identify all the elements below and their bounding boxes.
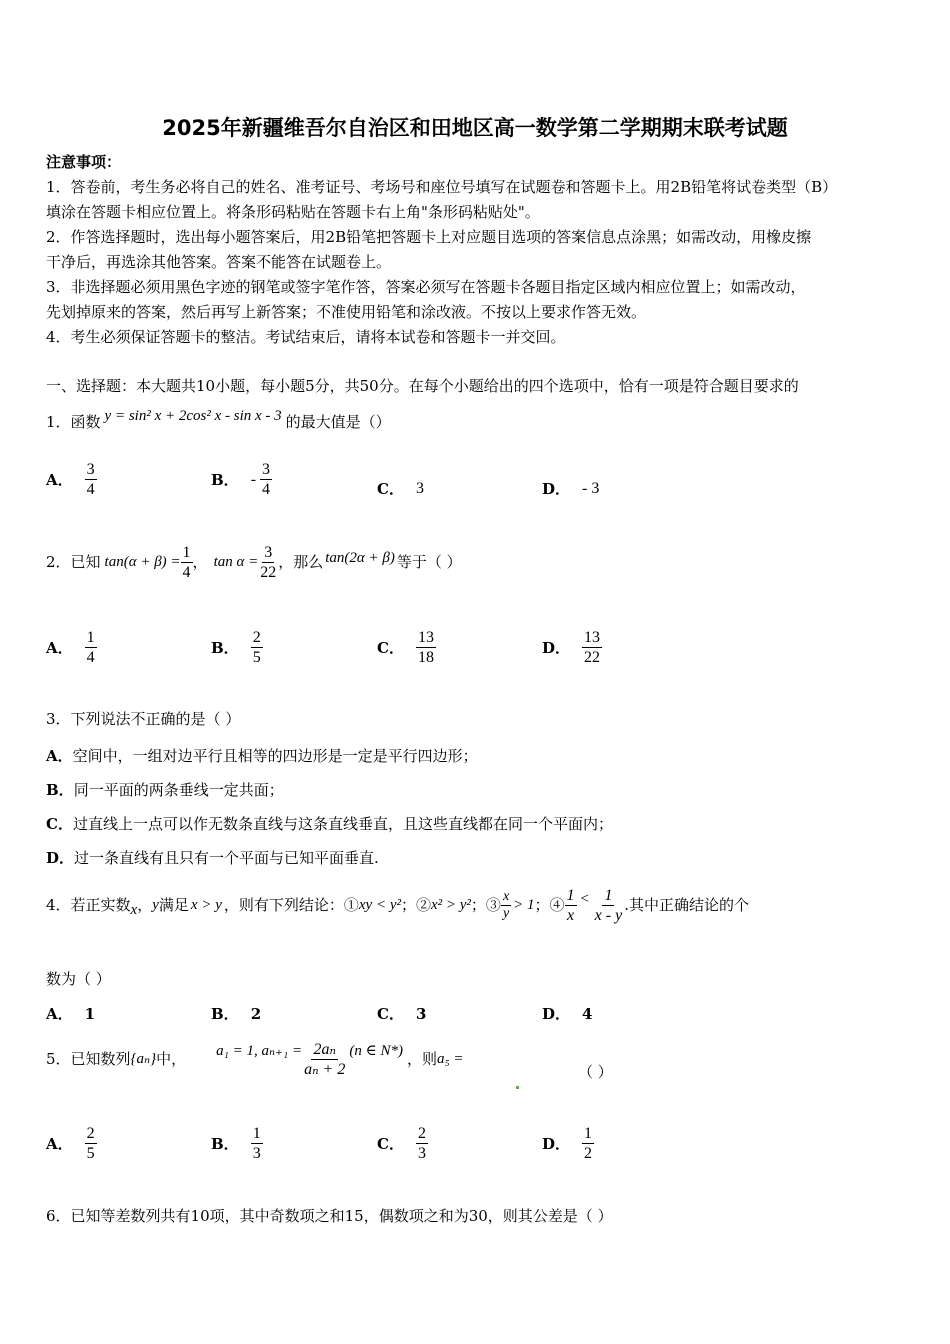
question-1 [46,410,391,435]
notice-line: 干净后，再选涂其他答案。答案不能答在试题卷上。 [46,253,392,271]
q5-mid: 中， [156,1050,187,1068]
option-value: 3 [415,479,424,497]
q4-cond: x > y [190,897,222,913]
q4-conclusion-4: < [579,891,590,907]
q2-prefix: 2．已知 [46,553,101,571]
q2-option-d[interactable] [542,628,602,667]
q4-option-b[interactable] [211,1003,261,1024]
question-5 [46,1040,464,1079]
q2-option-a[interactable] [46,628,97,667]
option-label: B． [211,1005,239,1023]
q1-option-a[interactable] [46,460,97,499]
q5-target: a₅ = [436,1051,464,1067]
q1-suffix: 的最大值是（） [285,413,391,431]
notice-line: 4．考生必须保证答题卡的整洁。考试结束后，请将本试卷和答题卡一并交回。 [46,328,566,346]
fraction: $\frac{13}{22}$ [584,629,601,666]
q5-domain: (n ∈ N*) [349,1043,403,1059]
option-label: C． [377,1005,404,1023]
q5-option-a[interactable] [46,1124,97,1163]
q4-option-a[interactable] [46,1003,95,1024]
q5-seq: {aₙ} [130,1051,157,1067]
question-2 [46,543,462,582]
q4-mid: ，则有下列结论：① [223,896,359,914]
q5-recurrence: a₁ = 1, aₙ₊₁ = [216,1043,303,1059]
notice-line: 2．作答选择题时，选出每小题答案后，用2B铅笔把答题卡上对应题目选项的答案信息点涂黑；如需改动，用橡皮擦 [46,228,812,246]
option-label: C． [377,639,404,657]
section-heading: 一、选择题：本大题共10小题，每小题5分，共50分。在每个小题给出的四个选项中，恰有一项是符合题目要求的 [46,377,799,395]
option-label: A． [46,1005,73,1023]
option-label: D． [542,1135,571,1153]
fraction: $\frac{3}{4}$ [86,461,95,498]
fraction: $\frac{1}{x - y}$ [594,887,623,924]
fraction: $\frac{2}{5}$ [252,629,261,666]
option-label: A． [46,747,73,765]
notice-line: 1．答卷前，考生务必将自己的姓名、准考证号、考场号和座位号填写在试题卷和答题卡上。用2B铅笔将试卷类型（B） [46,178,838,196]
q4-sep: ， [137,896,153,914]
fraction: $\frac{2}{3}$ [417,1125,426,1162]
q3-option-c[interactable] [46,812,613,837]
fraction: $\frac{1}{4}$ [182,544,191,581]
question-6: 6．已知等差数列共有10项，其中奇数项之和15，偶数项之和为30，则其公差是（ ） [46,1207,613,1225]
option-label: D． [542,1005,571,1023]
notice-heading: 注意事项： [46,153,122,171]
fraction: $\frac{x}{y}$ [502,889,510,921]
minus-sign: - [250,470,257,488]
option-value: 2 [250,1004,262,1023]
option-label: A． [46,639,73,657]
fraction: $\frac{13}{18}$ [417,629,434,666]
q4-var-x: x [130,902,138,918]
q1-option-b[interactable] [211,460,272,499]
q4-conclusion-2: x² > y² [430,897,471,913]
q2-suffix: 等于（ ） [396,553,462,571]
green-dot [516,1086,519,1089]
fraction: $\frac{3}{22}$ [260,544,277,581]
q2-formula-3: tan(2α + β) [325,550,395,566]
fraction: $\frac{3}{4}$ [262,461,271,498]
option-label: D． [542,639,571,657]
question-4 [46,886,749,925]
fraction: $\frac{1}{2}$ [584,1125,593,1162]
q4-prefix: 4．若正实数 [46,896,131,914]
q4-sep-2: ；② [400,896,431,914]
fraction: $\frac{1}{4}$ [86,629,95,666]
q4-cond-text: 满足 [158,896,189,914]
q4-stem-cont: 数为（ ） [46,970,111,988]
option-label: B． [211,1135,239,1153]
option-label: A． [46,471,73,489]
q5-option-c[interactable] [377,1124,428,1163]
q1-prefix: 1．函数 [46,413,101,431]
q3-option-a[interactable] [46,744,478,769]
fraction: $\frac{1}{3}$ [252,1125,261,1162]
fraction: $\frac{1}{x}$ [566,887,575,924]
fraction: $\frac{\text{2aₙ}}{\text{aₙ + 2}}$ [304,1041,346,1078]
q4-sep-3: ；③ [470,896,501,914]
fraction: $\frac{2}{5}$ [86,1125,95,1162]
option-label: C． [377,480,404,498]
q4-sep-4: ；④ [534,896,565,914]
q1-formula: y = sin² x + 2cos² x - sin x - 3 [104,408,282,424]
q2-option-b[interactable] [211,628,263,667]
option-value: - 3 [582,479,600,497]
q2-formula-2: tan α = [213,554,259,570]
q4-conclusion-1: xy < y² [358,897,401,913]
option-label: D． [542,480,571,498]
option-label: B． [211,639,239,657]
q4-option-d[interactable] [542,1003,592,1024]
option-label: B． [46,781,74,799]
option-text: 过一条直线有且只有一个平面与已知平面垂直. [74,849,379,867]
q5-prefix: 5．已知数列 [46,1050,131,1068]
option-label: D． [46,849,75,867]
q4-tail: .其中正确结论的个 [624,896,749,914]
option-label: C． [377,1135,404,1153]
notice-line: 填涂在答题卡相应位置上。将条形码粘贴在答题卡右上角"条形码粘贴处"。 [46,203,540,221]
q5-option-b[interactable] [211,1124,263,1163]
option-value: 4 [582,1004,593,1023]
q2-comma: ， [192,553,208,571]
q4-var-y: y [152,897,159,913]
option-label: B． [211,471,239,489]
option-text: 空间中，一组对边平行且相等的四边形是一定是平行四边形； [72,747,478,765]
q2-mid: ，那么 [278,553,324,571]
option-label: A． [46,1135,73,1153]
option-value: 1 [84,1004,96,1023]
q5-answer-paren: （ ） [578,1063,613,1081]
q3-option-b[interactable] [46,778,284,803]
option-text: 过直线上一点可以作无数条直线与这条直线垂直，且这些直线都在同一个平面内； [72,815,613,833]
q1-option-c[interactable] [377,478,424,499]
option-text: 同一平面的两条垂线一定共面； [73,781,284,799]
q5-option-d[interactable] [542,1124,594,1163]
question-3: 3．下列说法不正确的是（ ） [46,710,241,728]
option-value: 3 [415,1004,427,1023]
q5-then: ，则 [406,1050,437,1068]
q2-option-c[interactable] [377,628,436,667]
q2-formula-1: tan(α + β) = [104,554,181,570]
notice-line: 3．非选择题必须用黑色字迹的钢笔或签字笔作答，答案必须写在答题卡各题目指定区域内相应位置上；如需改动， [46,278,806,296]
q4-option-c[interactable] [377,1003,426,1024]
q4-conclusion-3: > 1 [513,897,535,913]
q1-option-d[interactable] [542,478,599,499]
option-label: C． [46,815,73,833]
notice-line: 先划掉原来的答案，然后再写上新答案；不准使用铅笔和涂改液。不按以上要求作答无效。 [46,303,647,321]
q3-option-d[interactable] [46,846,379,871]
page-title: 2025年新疆维吾尔自治区和田地区高一数学第二学期期末联考试题 [162,116,788,140]
